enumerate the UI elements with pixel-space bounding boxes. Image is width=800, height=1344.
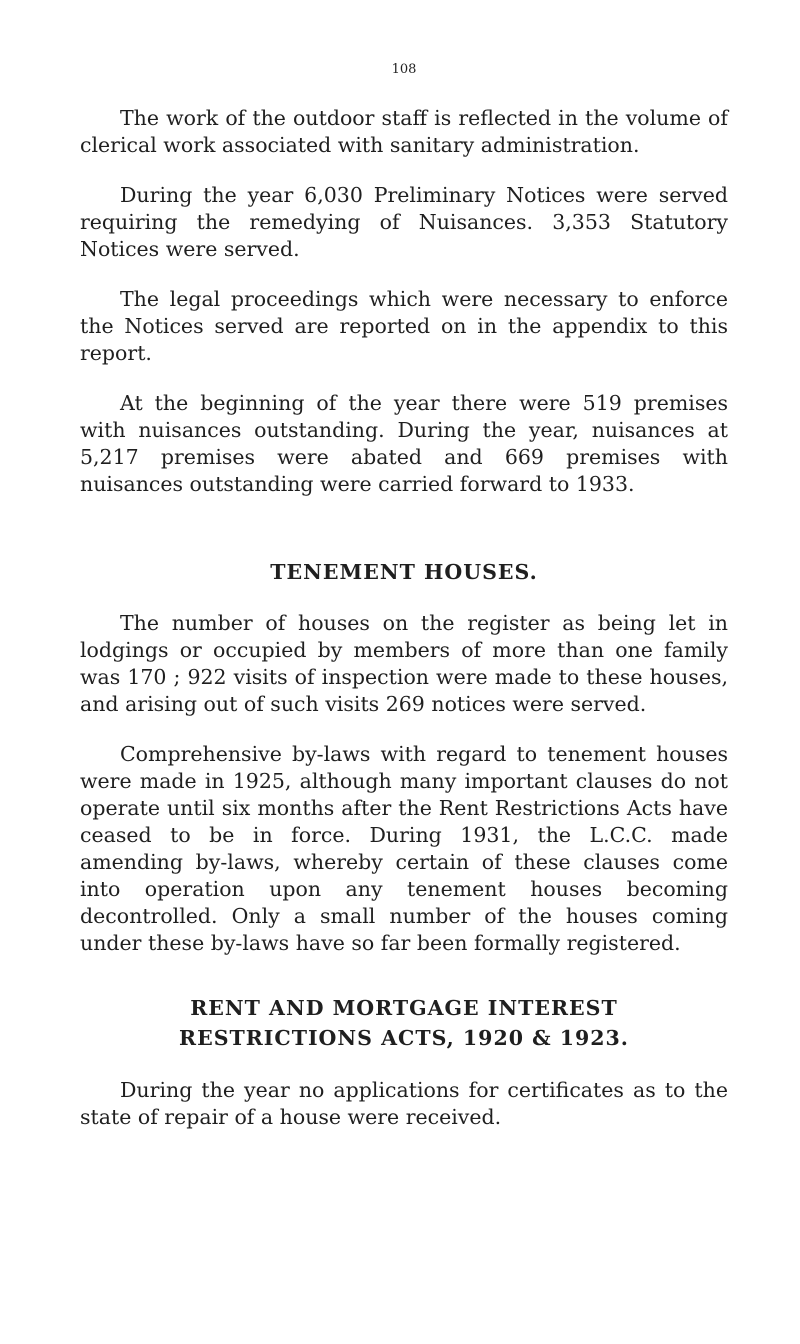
paragraph-tenement-bylaws: Comprehensive by-laws with regard to tenement houses were made in 1925, although many important clauses do not operate until six months after the Rent Restrictions Acts have ceased to be in force. During 1931, the L.C.C. made amending by-laws, whereby certain of these clauses come into operation upon any tenement houses becoming decontrolled. Only a small number of the houses coming under these by-laws have so far been formally registered. [80, 742, 728, 955]
paragraph-legal-proceedings: The legal proceedings which were necessary to enforce the Notices served are reported on in the appendix to this report. [80, 287, 728, 365]
paragraph-nuisances-outstanding: At the beginning of the year there were 519 premises with nuisances outstanding. During the year, nuisances at 5,217 premises were abated and 669 premises with nuisances outstanding were carried forward to 1933. [80, 391, 728, 496]
paragraph-certificates: During the year no applications for certificates as to the state of repair of a house were received. [80, 1078, 728, 1129]
rent-restrictions-heading [80, 993, 728, 1053]
paragraph-preliminary-notices: During the year 6,030 Preliminary Notices were served requiring the remedying of Nuisances. 3,353 Statutory Notices were served. [80, 183, 728, 261]
paragraph-tenement-register: The number of houses on the register as being let in lodgings or occupied by members of more than one family was 170 ; 922 visits of inspection were made to these houses, and arising out of such visits 269 notices were served. [80, 611, 728, 716]
tenement-houses-heading: TENEMENT HOUSES. [270, 560, 538, 584]
paragraph-outdoor-staff: The work of the outdoor staff is reflected in the volume of clerical work associated with sanitary administration. [80, 106, 728, 157]
rent-heading-line-1: RENT AND MORTGAGE INTEREST [190, 996, 618, 1020]
rent-heading-line-2: RESTRICTIONS ACTS, 1920 & 1923. [179, 1026, 629, 1050]
page-number: 108 [391, 62, 417, 77]
